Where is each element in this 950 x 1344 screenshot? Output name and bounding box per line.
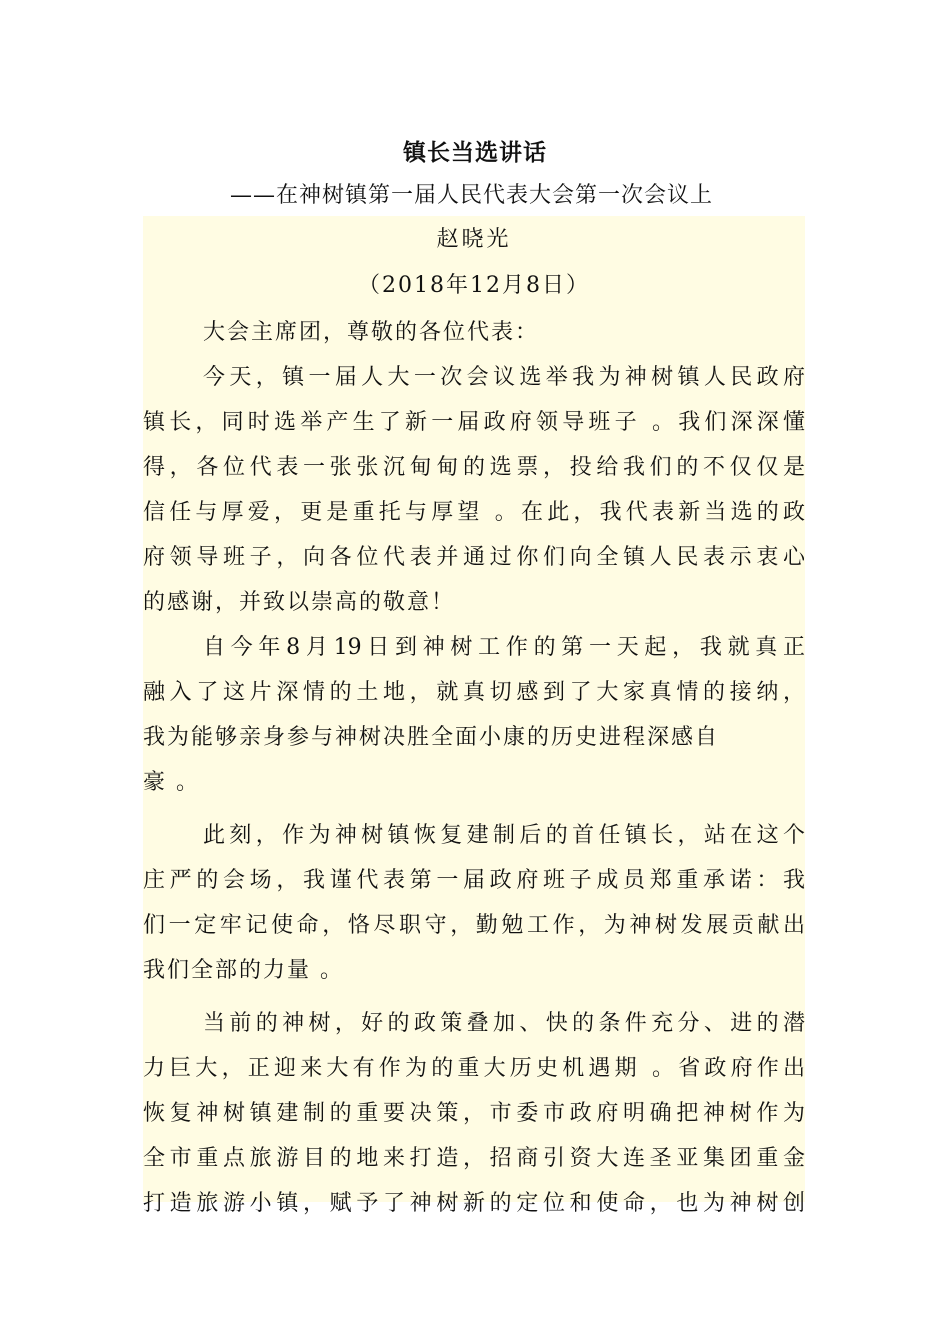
body-paragraph [143,1001,805,1226]
paragraph-line: 此刻，作为神树镇恢复建制后的首任镇长，站在这个 [203,823,805,848]
paragraph-line: 的感谢，并致以崇高的敬意！ [143,590,456,615]
document-title: 镇长当选讲话 [403,139,547,166]
paragraph-line: 打造旅游小镇，赋予了神树新的定位和使命，也为神树创 [143,1191,805,1216]
paragraph-line: 信任与厚爱，更是重托与厚望 。在此，我代表新当选的政 [143,500,805,525]
paragraph-line: 恢复神树镇建制的重要决策，市委市政府明确把神树作为 [143,1101,805,1126]
paragraph-line: 庄严的会场，我谨代表第一届政府班子成员郑重承诺：我 [143,868,805,893]
body-paragraph [143,355,805,625]
body-paragraph [143,813,805,993]
body-paragraph [143,625,805,805]
paragraph-line: 我们全部的力量 。 [143,958,344,983]
paragraph-line: 当前的神树，好的政策叠加、快的条件充分、进的潜 [203,1011,805,1036]
paragraph-line: 豪 。 [143,770,200,795]
paragraph-line: 今天，镇一届人大一次会议选举我为神树镇人民政府 [203,365,805,390]
paragraph-line: 得，各位代表一张张沉甸甸的选票，投给我们的不仅仅是 [143,455,805,480]
paragraph-line: 全市重点旅游目的地来打造，招商引资大连圣亚集团重金 [143,1146,805,1171]
paragraph-line: 大会主席团，尊敬的各位代表： [203,320,540,345]
paragraph-line: 自今年8月19日到神树工作的第一天起，我就真正 [203,635,805,660]
paragraph-line: 府领导班子，向各位代表并通过你们向全镇人民表示衷心 [143,545,805,570]
paragraph-line: 力巨大，正迎来大有作为的重大历史机遇期 。省政府作出 [143,1056,805,1081]
speech-body [143,310,805,1226]
paragraph-line: 镇长，同时选举产生了新一届政府领导班子 。我们深深懂 [143,410,805,435]
paragraph-line: 融入了这片深情的土地，就真切感到了大家真情的接纳， [143,680,805,705]
author-name: 赵晓光 [436,227,512,252]
document-subtitle: ——在神树镇第一届人民代表大会第一次会议上 [230,183,714,208]
paragraph-line: 我为能够亲身参与神树决胜全面小康的历史进程深感自 [143,725,720,750]
speech-date: （2018年12月8日） [358,273,590,298]
paragraph-line: 们一定牢记使命，恪尽职守，勤勉工作，为神树发展贡献出 [143,913,805,938]
salutation-paragraph [143,310,805,355]
